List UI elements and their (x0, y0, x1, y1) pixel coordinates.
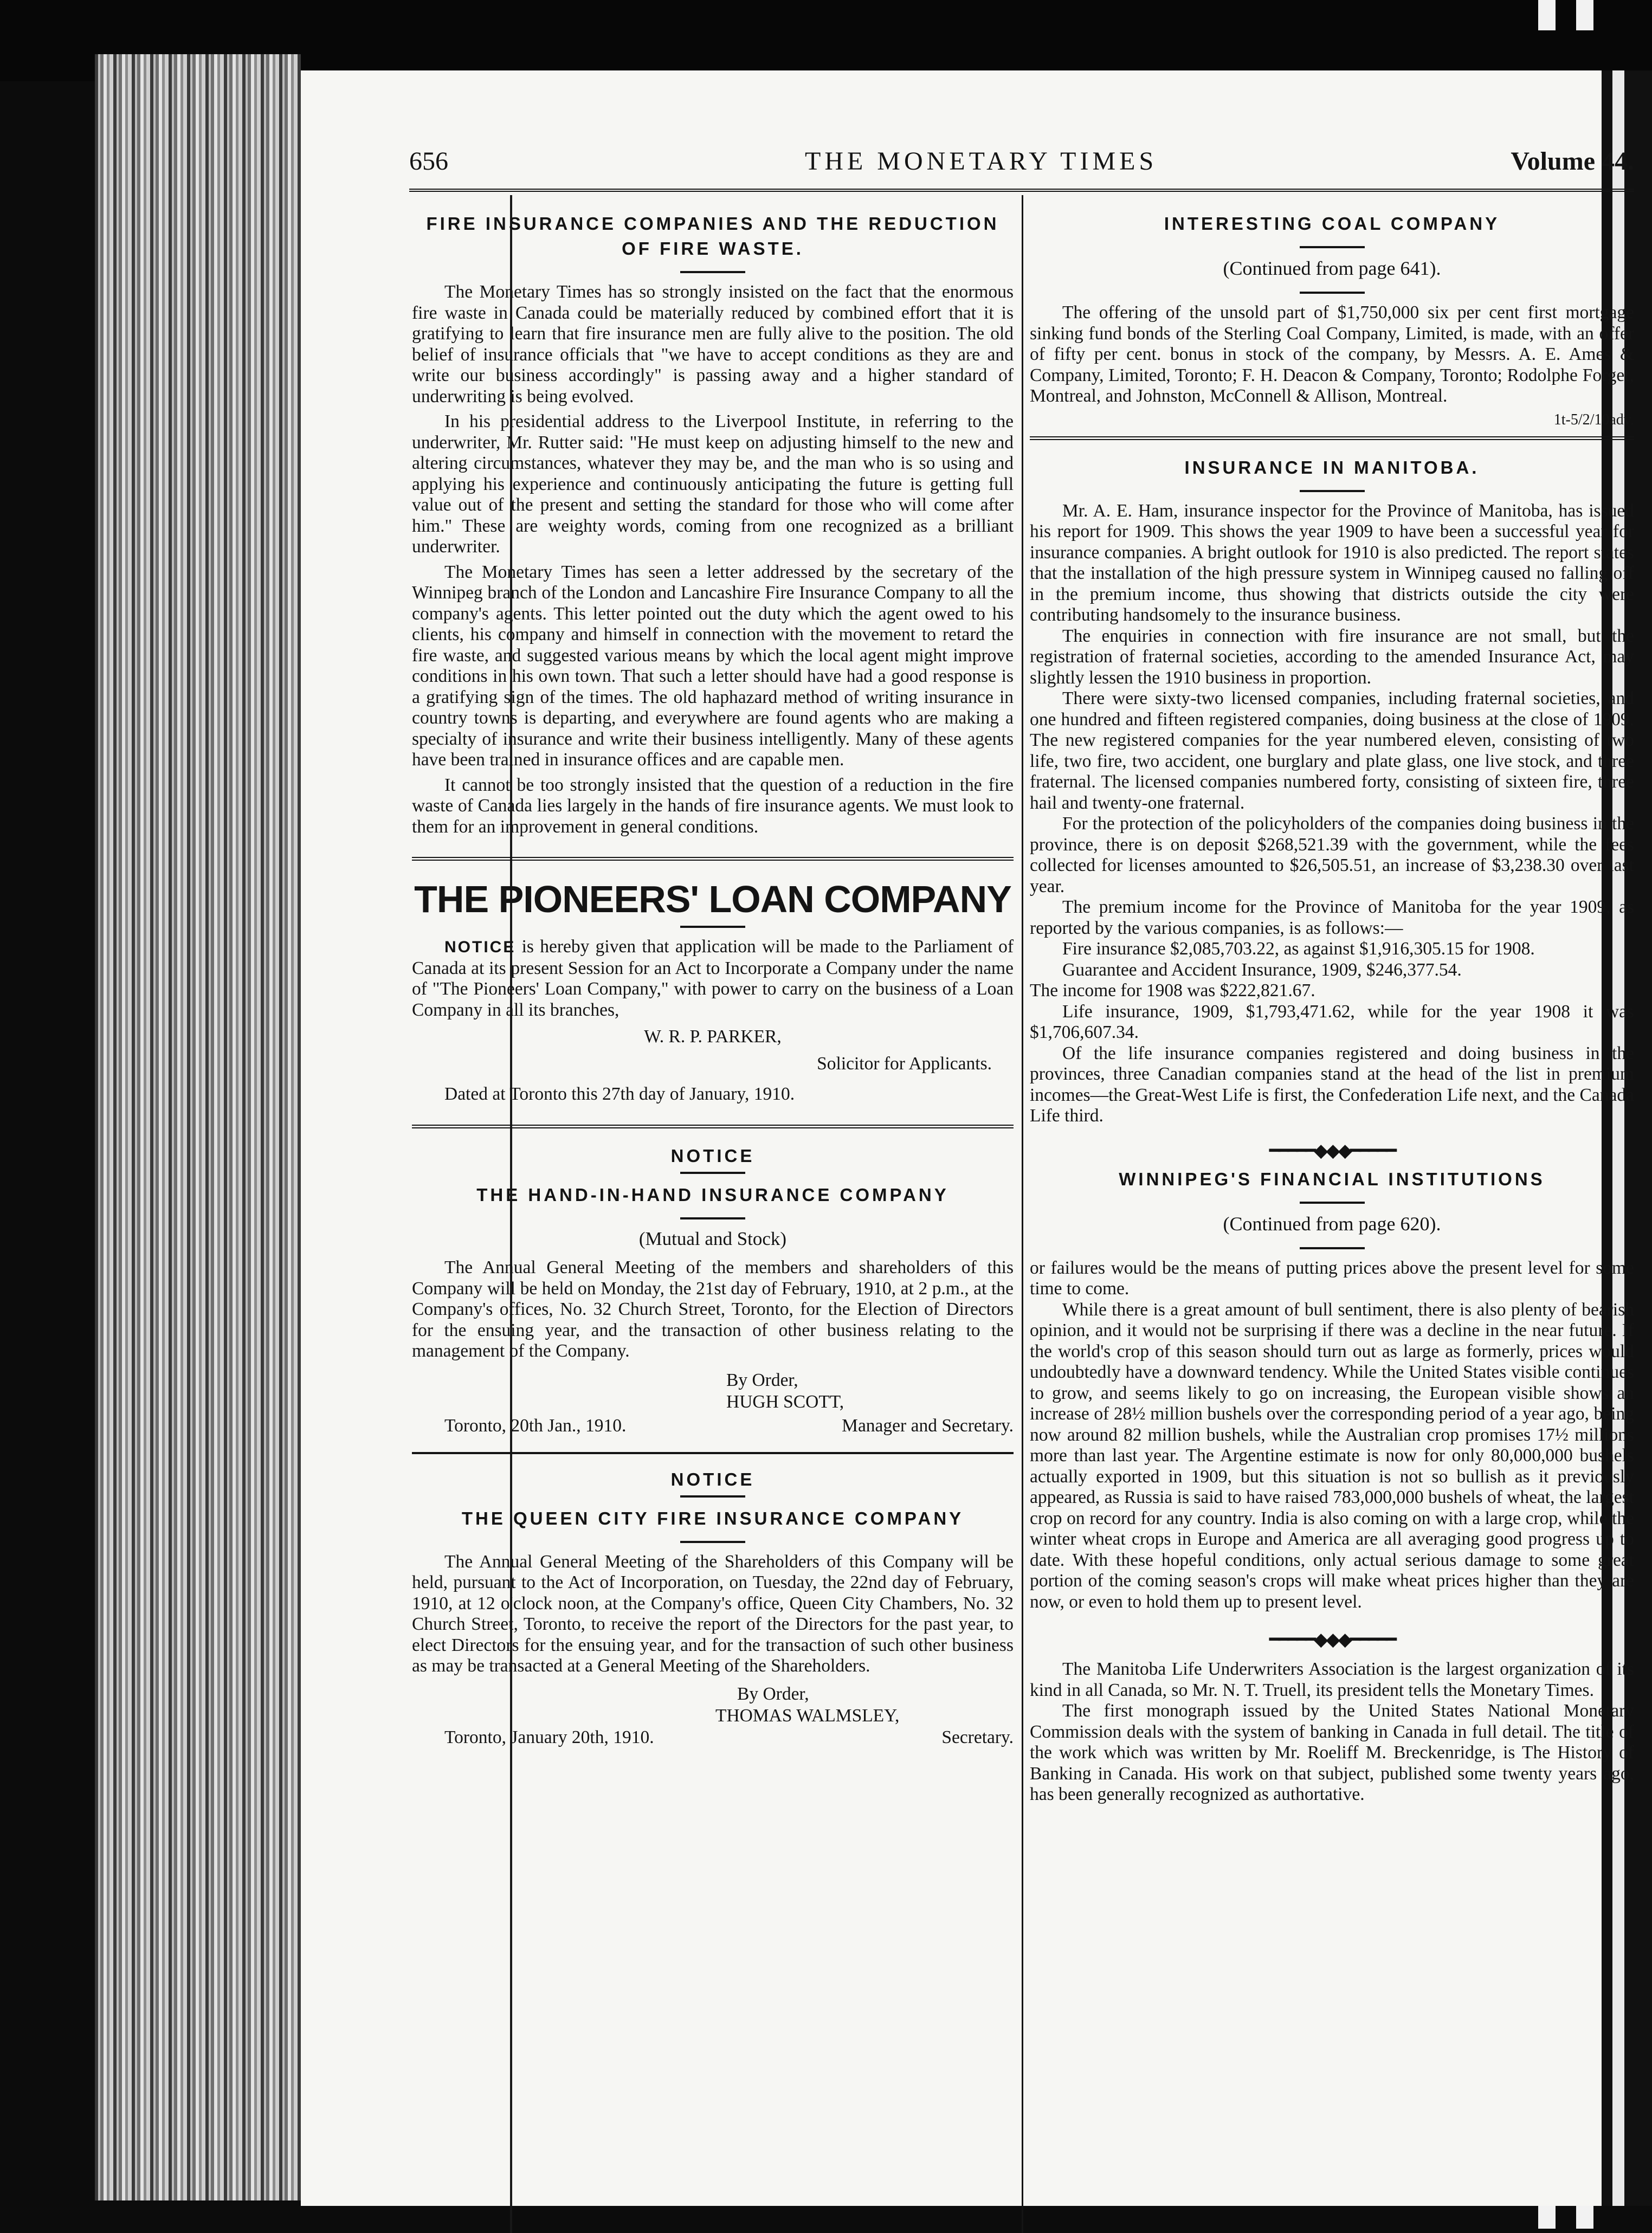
notice-date: Toronto, 20th Jan., 1910. (444, 1415, 627, 1436)
article-winnipeg-financial (1030, 1167, 1634, 1613)
right-column (1030, 201, 1634, 1805)
paragraph: For the protection of the policyholders of the companies doing business in the province, there is on deposit $268,521.39 with the government, while the fees collected for licenses amounted to $26,505.51, an increase of $3,238.30 over last year. (1030, 814, 1634, 896)
signature-row (412, 1727, 1014, 1748)
signer-role: Manager and Secretary. (842, 1415, 1014, 1436)
notice-body: The Annual General Meeting of the Shareholders of this Company will be held, pursuant to the Act of Incorporation, on Tuesday, the 22nd day of February, 1910, at 12 o'clock noon, at the Company's office, Queen City Chambers, No. 32 Church Street, Toronto, to receive the report of the Directors for the past year, to elect Directors for the ensuing year, and for the transaction of such other business as may be transacted at a General Meeting of the Shareholders. (412, 1551, 1014, 1676)
scan-register-mark (1538, 0, 1556, 30)
signer-role: Solicitor for Applicants. (817, 1054, 992, 1074)
short-rule (680, 1172, 745, 1174)
page-number: 656 (409, 147, 448, 176)
short-rule (680, 926, 745, 928)
paragraph: The enquiries in connection with fire insurance are not small, but the registration of fraternal societies, according to the amended Insurance Act, may slightly lessen the 1910 business in proportion. (1030, 625, 1634, 688)
paragraph: The premium income for the Province of Manitoba for the year 1909, as reported by the various companies, is as follows:— (1030, 897, 1634, 938)
running-title: THE MONETARY TIMES (805, 147, 1158, 176)
short-rule (680, 271, 745, 273)
newspaper-page (301, 70, 1634, 2206)
paragraph: Guarantee and Accident Insurance, 1909, $246,377.54. (1062, 959, 1462, 980)
paragraph: Of the life insurance companies registered and doing business in the provinces, three Canadian companies stand at the head of the list in premium incomes—the Great-West Life is first, the Confederation Life next, and the Canada Life third. (1030, 1043, 1634, 1126)
section-rule (1030, 436, 1634, 440)
paragraph: Fire insurance $2,085,703.22, as against $1,916,305.15 for 1908. (1062, 939, 1535, 959)
paragraph: While there is a great amount of bull sentiment, there is also plenty of bearish opinion, and it would not be surprising if there was a decline in the near future. If the world's crop of this season should turn out as large as formerly, prices would undoubtedly have a downward tendency. While the United States visible continues to grow, and seems likely to go on increasing, the European visible shows an increase of 28½ million bushels over the corresponding period of a year ago, being now around 82 million bushels, while the Australian crop promises 17½ millions more than last year. The Argentine estimate is now for only 80,000,000 bushels actually exported in 1909, but this situation is not so bullish as it previously appeared, as Russia is said to have raised 783,000,000 bushels of wheat, the largest crop on record for any country. India is also coming on with a large crop, while the winter wheat crops in Europe and America are all averaging good progress up to date. With these hopeful conditions, only actual serious damage to some great portion of the coming season's crops will make wheat prices higher than they are now, or even to hold them up to present level. (1030, 1299, 1634, 1612)
notice-queen-city (412, 1467, 1014, 1748)
article-underwriters (1030, 1659, 1634, 1805)
section-rule (412, 1452, 1014, 1454)
notice-pioneers-loan (412, 876, 1014, 1105)
article-title: INSURANCE IN MANITOBA. (1184, 457, 1480, 477)
paragraph: In his presidential address to the Liverpool Institute, in referring to the underwriter, Mr. Rutter said: "He must keep on adjusting himself to the new and altering circumstances, whatever they may be, and the man who is so using and applying his experience and continuously anticipating the future is getting full value out of the present and setting the standard for those who will come after him." These are weighty words, coming from one recognized as a brilliant underwriter. (412, 411, 1014, 557)
notice-body: The Annual General Meeting of the members and shareholders of this Company will be held on Monday, the 21st day of February, 1910, at 2 p.m., at the Company's offices, No. 32 Church Street, Toronto, for the Election of Directors for the ensuing year, and the transaction of other business relating to the management of the Company. (412, 1257, 1014, 1361)
paragraph: The first monograph issued by the United States National Monetary Commission deals with the system of banking in Canada in full detail. The title of the work which was written by Mr. Roeliff M. Breckenridge, is The History of Banking in Canada. His work on that subject, published some twenty years ago, has been generally recognized as authortative. (1030, 1701, 1634, 1804)
notice-date: Dated at Toronto this 27th day of January, 1910. (444, 1084, 795, 1104)
signature-row (412, 1415, 1014, 1437)
continued-note: (Continued from page 641). (1223, 257, 1441, 279)
short-rule (1300, 1247, 1365, 1249)
header-rule (409, 189, 1634, 192)
notice-subtitle: (Mutual and Stock) (638, 1228, 787, 1249)
paragraph: The Monetary Times has seen a letter addressed by the secretary of the Winnipeg branch of the London and Lancashire Fire Insurance Company to all the company's agents. This letter pointed out the duty which the agent owed to his clients, his company and himself in connection with the movement to retard the fire waste, and suggested various means by which the local agent might improve conditions in his own town. That such a letter should have had a good response is a gratifying sign of the times. The old haphazard method of writing insurance in country towns is departing, and everywhere are found agents who are making a specialty of insurance and write their business intelligently. Many of these agents have been trained in insurance offices and are capable men. (412, 562, 1014, 770)
article-title: WINNIPEG'S FINANCIAL INSTITUTIONS (1119, 1169, 1545, 1189)
notice-title: THE QUEEN CITY FIRE INSURANCE COMPANY (461, 1508, 964, 1528)
notice-date: Toronto, January 20th, 1910. (444, 1727, 654, 1747)
notice-text: is hereby given that application will be made to the Parliament of Canada at its present Session for an Act to Incorporate a Company under the name of "The Pioneers' Loan Company," with power to carry on the business of a Loan Company in all its branches, (412, 937, 1014, 1020)
signer-role: Secretary. (941, 1727, 1014, 1747)
scan-register-mark (1576, 0, 1593, 30)
volume-label: Volume 44. (1511, 147, 1634, 176)
article-fire-waste (412, 211, 1014, 837)
paragraph: Mr. A. E. Ham, insurance inspector for the Province of Manitoba, has issued his report for 1909. This shows the year 1909 to have been a successful year for insurance companies. A bright outlook for 1910 is also predicted. The report states that the installation of the high pressure system in Winnipeg caused no falling off in the premium income, thus showing that districts outside the city were contributing handsomely to the insurance business. (1030, 500, 1634, 625)
paragraph: It cannot be too strongly insisted that the question of a reduction in the fire waste of Canada lies largely in the hands of fire insurance agents. We must look to them for an improvement in general conditions. (412, 775, 1014, 837)
short-rule (1300, 292, 1365, 294)
paragraph: The offering of the unsold part of $1,750,000 six per cent first mortgage sinking fund bonds of the Sterling Coal Company, Limited, is made, with an offer of fifty per cent. bonus in stock of the company, by Messrs. A. E. Ames & Company, Limited, Toronto; F. H. Deacon & Company, Toronto; Rodolphe Forget, Montreal, and Johnston, McConnell & Allison, Montreal. (1030, 302, 1634, 406)
ornament-divider: ━━━━━◆◆◆━━━━━ (1269, 1140, 1395, 1161)
by-order: By Order, (737, 1683, 809, 1704)
notice-heading: NOTICE (670, 1146, 755, 1166)
paragraph: The Monetary Times has so strongly insisted on the fact that the enormous fire waste in Canada could be materially reduced by combined effort that it is gratifying to learn that fire insurance men are fully alive to the position. The old belief of insurance officials that "we have to accept conditions as they are and write our business accordingly" is passing away and a higher standard of underwriting is being evolved. (412, 282, 1014, 406)
ornament-divider: ━━━━━◆◆◆━━━━━ (1269, 1630, 1395, 1650)
article-insurance-manitoba (1030, 455, 1634, 1127)
short-rule (1300, 1202, 1365, 1204)
short-rule (1300, 246, 1365, 248)
notice-body (412, 937, 1014, 1021)
paragraph: or failures would be the means of putting prices above the present level for some time to come. (1030, 1257, 1634, 1299)
article-title: INTERESTING COAL COMPANY (1164, 214, 1500, 234)
column-divider (1022, 195, 1023, 2233)
left-column (412, 201, 1014, 1748)
paragraph: There were sixty-two licensed companies, including fraternal societies, and one hundred and fifteen registered companies, doing business at the close of 1909. The new registered companies for the year numbered eleven, consisting of two life, two fire, two accident, one burglary and plate glass, one live stock, and three fraternal. The licensed companies numbered forty, consisting of sixteen fire, three hail and twenty-one fraternal. (1030, 688, 1634, 813)
short-rule (680, 1217, 745, 1219)
short-rule (680, 1495, 745, 1498)
signer: HUGH SCOTT, (726, 1391, 844, 1412)
notice-heading: NOTICE (670, 1469, 755, 1489)
signer: W. R. P. PARKER, (644, 1027, 782, 1047)
paragraph: Life insurance, 1909, $1,793,471.62, while for the year 1908 it was $1,706,607.34. (1030, 1001, 1634, 1042)
by-order: By Order, (726, 1370, 798, 1390)
short-rule (1300, 490, 1365, 492)
ad-code: 1t-5/2/10adv. (1553, 411, 1634, 428)
signer: THOMAS WALMSLEY, (715, 1705, 900, 1726)
section-rule (412, 857, 1014, 861)
short-rule (680, 1541, 745, 1543)
notice-title: THE HAND-IN-HAND INSURANCE COMPANY (476, 1185, 949, 1205)
section-rule (412, 1125, 1014, 1128)
notice-title: THE PIONEERS' LOAN COMPANY (414, 878, 1011, 920)
notice-hand-in-hand (412, 1144, 1014, 1437)
article-coal-company (1030, 211, 1634, 429)
notice-lead: NOTICE (444, 938, 516, 956)
paragraph: The Manitoba Life Underwriters Association is the largest organization of its kind in all Canada, so Mr. N. T. Truell, its president tells the Monetary Times. (1030, 1659, 1634, 1700)
article-title: FIRE INSURANCE COMPANIES AND THE REDUCTION OF FIRE WASTE. (426, 214, 999, 259)
page-edges (95, 54, 301, 2200)
paragraph: The income for 1908 was $222,821.67. (1030, 980, 1315, 1001)
page-header (409, 135, 1634, 187)
continued-note: (Continued from page 620). (1223, 1212, 1441, 1235)
